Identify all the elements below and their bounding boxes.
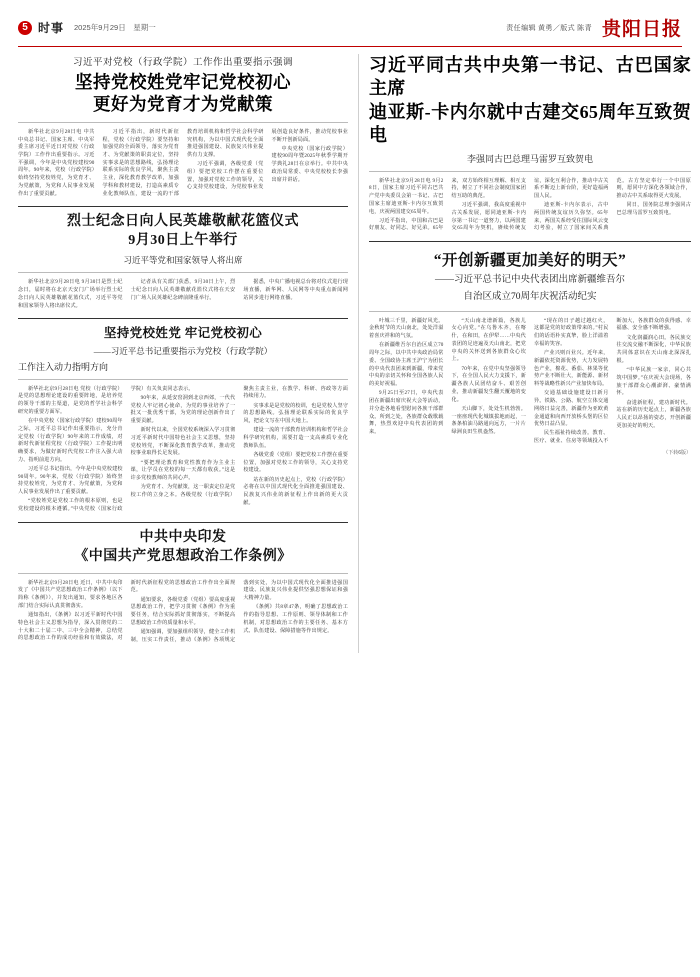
paragraph: 交通基础设施建设日新月异。铁路、公路、航空立体交通网络日益完善，新疆作为亚欧黄金通道和向西开放桥头堡的区位优势日益凸显。 (534, 390, 609, 428)
masthead (18, 14, 682, 47)
article-deck: 习近平等党和国家领导人将出席 (123, 255, 243, 266)
article-xijinping-party-school (18, 54, 348, 198)
paragraph: 新华社北京9月28日电 近日，中共中央印发了《中国共产党思想政治工作条例》（以下简称《条例》），并发出通知，要求各地区各部门结合实际认真贯彻落实。 (18, 579, 123, 609)
article-headline-line1: 中共中央印发 (139, 529, 227, 545)
paragraph: 据悉，中央广播电视总台将对仪式进行现场直播，新华网、人民网等中央重点新闻网站同步进行网络直播。 (243, 279, 348, 301)
article-body (18, 129, 348, 199)
masthead-left (18, 19, 156, 36)
paragraph: 在中央党校（国家行政学院）建校90周年之际，习近平总书记作出重要指示，充分肯定党校（行政学院）90年来的工作成绩，对新时代新征程党校（行政学院）工作提出明确要求，为做好新时代党校工作注入强大动力、指明前进方向。 (18, 418, 123, 463)
article-headline-line1: 烈士纪念日向人民英雄敬献花篮仪式 (67, 214, 299, 230)
continuation-note: （下转6版） (663, 449, 691, 456)
divider (369, 171, 691, 172)
paragraph: “中华民族一家亲，同心共筑中国梦。”在庆祝大会现场，各族干部群众心潮澎湃、豪情满怀。 (616, 367, 691, 397)
article-xinjiang-70th-anniversary (369, 248, 691, 456)
paragraph: “天山南北谱新篇，各族儿女心向党。”在乌鲁木齐，在喀什，在和田，在伊犁……中央代表团的足迹遍及天山南北，把党中央的关怀送到各族群众心坎上。 (451, 317, 526, 363)
divider (18, 206, 348, 207)
article-headline-line2: 更好为党育才为党献策 (93, 94, 273, 115)
section-title: 时事 (38, 21, 65, 35)
article-china-cuba-65th-anniversary (369, 54, 691, 233)
left-column (18, 54, 348, 653)
paragraph: 产业兴则百业兴。近年来，新疆依托资源优势，大力发展特色产业，棉花、番茄、林果等优势产业不断壮大，新能源、新材料等战略性新兴产业加快布局。 (534, 350, 609, 388)
article-body (18, 279, 348, 310)
paragraph: 奋进新征程，建功新时代。站在新的历史起点上，新疆各族人民正以昂扬的姿态，开创新疆更加美好的明天。 (616, 399, 691, 429)
article-headline-line2: 迪亚斯-卡内尔就中古建交65周年互致贺电 (369, 101, 691, 146)
paragraph: 通知强调，要加强组织领导，健全工作机制，压实工作责任，推动《条例》各项规定落到实处，为以中国式现代化全面推进强国建设、民族复兴伟业提供坚强思想保证和强大精神力量。 (130, 579, 348, 643)
paragraph: 为党育才、为党献策，这一职责定位是党校工作的立身之本。各级党校（行政学院）聚焦主责主业，在教学、科研、咨政等方面持续用力。 (130, 385, 348, 499)
masthead-right (506, 14, 682, 41)
article-headline-line1: 习近平同古共中央第一书记、古巴国家主席 (369, 55, 691, 99)
article-body (369, 318, 691, 446)
paragraph: 习近平强调，我高度重视中古关系发展，愿同迪亚斯-卡内尔第一书记一道努力，以两国建交65周年为契机，赓续传统友谊，深化互利合作，推动中古关系不断迈上新台阶，更好造福两国人民。 (451, 177, 609, 232)
divider (18, 573, 348, 574)
paragraph: 建设一流的干部教育培训机构和哲学社会科学研究机构，需要打造一支高素质专业化教师队伍。 (243, 427, 348, 449)
paragraph: 实事求是是党校的校训，也是党校人坚守的思想路线。弘扬理论联系实际的优良学风，把论文写在中国大地上。 (243, 402, 348, 425)
editor-credits: 责任编辑 黄勇／版式 陈青 (506, 23, 592, 32)
paragraph: 习近平总书记指出，今年是中央党校建校90周年。90年来，党校（行政学院）始终坚持党校姓党，为党育才、为党献策，为党和人民事业发展作出了重要贡献。 (18, 465, 123, 496)
paragraph: “党校姓党是党校工作的根本原则，也是党校建设的根本遵循。”中央党校（国家行政学院）有关负责同志表示。 (18, 385, 194, 513)
article-deck-line1: ——习近平总书记重要指示为党校（行政学院） (93, 346, 273, 357)
paragraph: 记者从有关部门获悉，9月30日上午，烈士纪念日向人民英雄敬献花篮仪式将在天安门广场人民英雄纪念碑前隆重举行。 (130, 279, 236, 301)
article-headline-line2: 《中国共产党思想政治工作条例》 (74, 548, 292, 564)
paragraph: 在新疆维吾尔自治区成立70周年之际，以中共中央政治局常委、全国政协主席王沪宁为团长的中央代表团来到新疆，带来党中央的亲切关怀和全国各族人民的美好祝福。 (369, 342, 444, 388)
paragraph: 天山脚下，处处生机勃勃。一座座现代化城镇拔地而起，一条条柏油马路通向远方，一片片绿洲良田生机盎然。 (451, 405, 526, 435)
article-deck-line1: ——习近平总书记中央代表团出席新疆维吾尔 (434, 275, 625, 286)
page-number-badge: 5 (18, 21, 32, 35)
right-column (358, 54, 691, 653)
paragraph: 9月25日至27日，中央代表团在新疆出席庆祝大会等活动，并分赴各地看望慰问各族干部群众。所到之处，各族群众载歌载舞，热烈欢迎中央代表团的到来。 (369, 390, 444, 435)
paragraph: 通知要求，各级党委（党组）要高度重视思想政治工作，把学习贯彻《条例》作为重要任务，结合实际抓好贯彻落实，不断提高思想政治工作的质量和水平。 (130, 596, 236, 626)
article-body (369, 178, 691, 234)
paragraph: 文化润疆润心田。各民族交往交流交融不断深化，中华民族共同体意识在天山南北深深扎根。 (616, 334, 691, 364)
paragraph: 新华社北京9月28日电 9月28日，国家主席习近平同古巴共产党中央委员会第一书记、古巴国家主席迪亚斯-卡内尔互致贺电，庆祝两国建交65周年。 (369, 177, 444, 215)
paragraph: 各级党委（党组）要把党校工作摆在重要位置，加强对党校工作的领导，关心支持党校建设。 (243, 451, 348, 474)
divider (18, 272, 348, 273)
paragraph: 70年来，在党中央坚强领导下，在全国人民大力支援下，新疆各族人民团结奋斗、艰苦创业，推动新疆发生翻天覆地的变化。 (451, 365, 526, 403)
article-kicker: 习近平对党校（行政学院）工作作出重要指示强调 (72, 58, 293, 68)
divider (369, 241, 691, 242)
article-headline-line1: 坚持党校姓党牢记党校初心 (75, 72, 291, 92)
publication-date: 2025年9月29日 星期一 (74, 23, 156, 32)
article-deck-line2: 自治区成立70周年庆祝活动纪实 (463, 292, 597, 303)
article-body (18, 386, 348, 514)
paragraph: 《条例》共8章47条，明确了思想政治工作的指导思想、工作原则、领导体制和工作机制，对思想政治工作的主要任务、基本方式、队伍建设、保障措施等作出规定。 (243, 604, 348, 634)
divider (18, 522, 348, 523)
article-body (18, 580, 348, 645)
divider (369, 311, 691, 312)
divider (18, 122, 348, 123)
page-grid (18, 54, 691, 653)
paragraph: 新华社北京9月28日电 中共中央总书记、国家主席、中央军委主席习近平近日对党校（行政学院）工作作出重要指示。习近平强调，今年是中央党校建校90周年。90年来，党校（行政学院）始终坚持党校姓党，为党育才、为党献策，为党和人民事业发展作出了重要贡献。 (18, 128, 95, 197)
paragraph: 新时代以来，全国党校系统深入学习贯彻习近平新时代中国特色社会主义思想，坚持党校姓党，不断深化教育教学改革，推动党校事业取得长足发展。 (130, 427, 236, 457)
paragraph: “要把理论教育和党性教育作为主业主课，让学员在党校的每一天都有收获。”这是许多党校教师的共同心声。 (130, 459, 236, 482)
paragraph: 新华社北京9月28日电 党校（行政学院）是党的思想理论建设的重要阵地，是培养党的领导干部的主渠道，是党的哲学社会科学研究的重要方面军。 (18, 385, 123, 415)
paragraph: 站在新的历史起点上，党校（行政学院）必将在以中国式现代化全面推进强国建设、民族复兴伟业的新征程上作出新的更大贡献。 (243, 476, 348, 506)
article-headline: “开创新疆更加美好的明天” (433, 252, 627, 270)
paragraph: 迪亚斯-卡内尔表示，古中两国传统友谊历久弥坚。65年来，两国关系经受住国际风云变幻考验，树立了国家间关系典范。古方坚定奉行一个中国原则，愿同中方深化各领域合作，推动古中关系取得更大发展。 (534, 177, 691, 232)
article-headline: 坚持党校姓党 牢记党校初心 (103, 326, 263, 341)
article-ideological-work-regulation (18, 529, 348, 645)
paragraph: 同日，国务院总理李强同古巴总理马雷罗互致贺电。 (616, 202, 691, 216)
article-martyrs-day-ceremony (18, 213, 348, 310)
paragraph: “现在的日子越过越红火，这都是党的好政策带来的。”村民们的话语朴实真挚，脸上洋溢着幸福的笑容。 (534, 317, 609, 347)
paragraph: 新华社北京9月28日电 9月30日是烈士纪念日，届时将在北京天安门广场举行烈士纪念日向人民英雄敬献花篮仪式，习近平等党和国家领导人将出席仪式。 (18, 279, 123, 309)
article-deck-line2: 工作注入动力指明方向 (18, 361, 109, 372)
paragraph: 叶城三千里，新疆好风光。金秋时节的天山南北，处处洋溢着喜庆祥和的气氛。 (369, 317, 444, 340)
divider (18, 379, 348, 380)
paragraph: 习近平指出，中国和古巴是好朋友、好同志、好兄弟。65年来，双方始终相互理解、相互支持，树立了不同社会制度国家团结互助的典范。 (369, 177, 526, 232)
article-subhead: 李强同古巴总理马雷罗互致贺电 (466, 153, 593, 164)
article-party-school-commentary (18, 325, 348, 513)
divider (18, 318, 348, 319)
paragraph: 通知指出，《条例》以习近平新时代中国特色社会主义思想为指导，深入贯彻党的二十大和二十届二中、三中全会精神，总结党的思想政治工作的成功经验和有效做法，对新时代新征程党的思想政治工作作出全面规范。 (18, 579, 236, 642)
paragraph: 习近平指出，新时代新征程，党校（行政学院）要坚持和加强党的全面领导，落实为党育才、为党献策的职责定位，坚持实事求是的思想路线，弘扬理论联系实际的优良学风，聚焦主责主业，深化教育教学改革，加强学科和教材建设，打造高素质专业化教师队伍，建设一流的干部教育培训机构和哲学社会科学研究机构，为以中国式现代化全面推进强国建设、民族复兴伟业提供有力支撑。 (102, 128, 264, 197)
paragraph: 民生福祉持续改善。教育、医疗、就业、住房等领域投入不断加大，各族群众的获得感、幸福感、安全感不断增强。 (534, 317, 691, 445)
paragraph: 90年来，从延安窑洞到北京西郊，一代代党校人牢记初心使命，为党的事业培养了一批又一批优秀干部，为党的理论创新作出了重要贡献。 (130, 394, 236, 425)
paragraph: 中央党校（国家行政学院）建校90周年暨2025年秋季学期开学典礼28日在京举行。中共中央政治局常委、中央党校校长李强出席并讲话。 (271, 145, 348, 183)
article-headline-line2: 9月30日上午举行 (128, 233, 238, 249)
paper-logo: 贵阳日报 (601, 19, 682, 40)
paragraph: 习近平强调，各级党委（党组）要把党校工作摆在重要位置，加强对党校工作的领导，关心支持党校建设，为党校事业发展创造良好条件，推动党校事业不断开创新局面。 (187, 128, 348, 191)
